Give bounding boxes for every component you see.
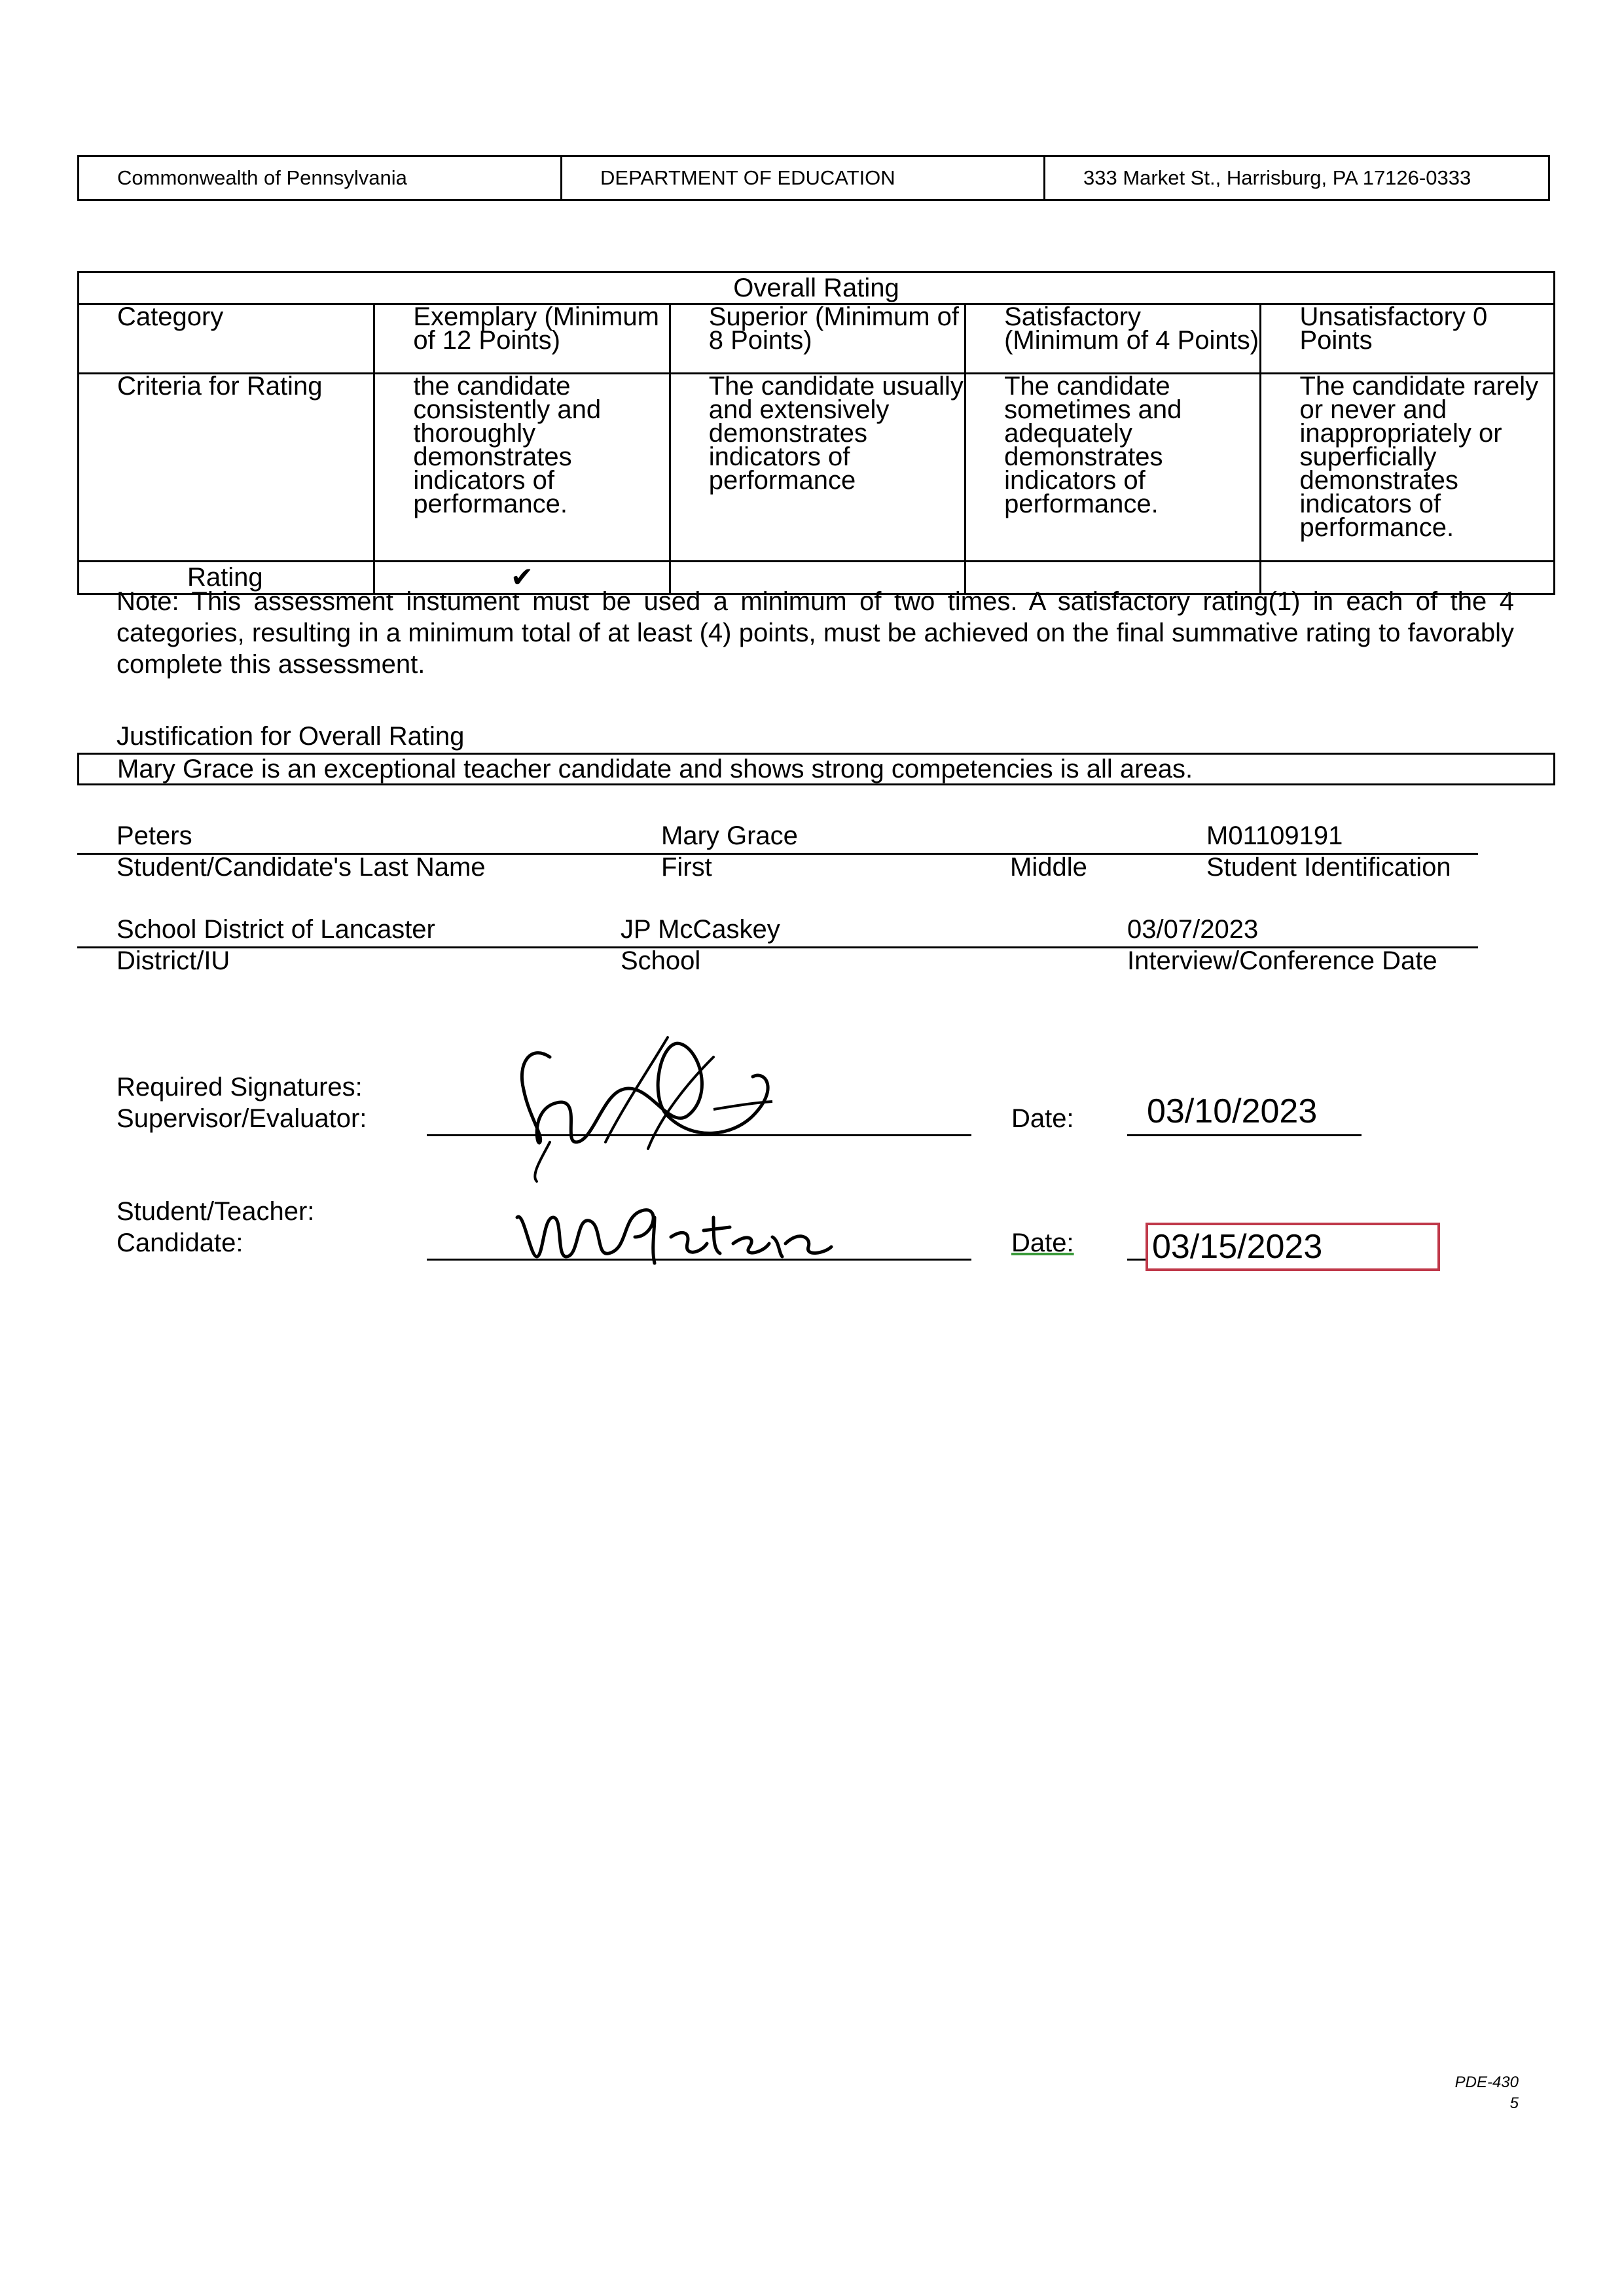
criteria-superior: The candidate usually and extensively demonstrates indicators of performance bbox=[670, 374, 965, 562]
student-teacher-label: Student/Teacher: bbox=[117, 1197, 315, 1226]
candidate-date-field[interactable]: 03/15/2023 bbox=[1146, 1223, 1440, 1271]
table-row bbox=[79, 374, 1555, 562]
col-heading-unsatisfactory: Unsatisfactory 0 Points bbox=[1261, 304, 1555, 374]
rating-check-exemplary[interactable]: ✔ bbox=[374, 562, 670, 594]
header-department: DEPARTMENT OF EDUCATION bbox=[562, 157, 1045, 199]
required-signatures-label: Required Signatures: bbox=[117, 1073, 363, 1102]
criteria-unsatisfactory: The candidate rarely or never and inappropriately or superficially demonstrates indicators of performance. bbox=[1261, 374, 1555, 562]
category-label: Category bbox=[79, 304, 374, 374]
conference-date-value[interactable]: 03/07/2023 bbox=[1127, 915, 1259, 944]
supervisor-signature[interactable] bbox=[452, 1018, 844, 1194]
supervisor-date-value[interactable]: 03/10/2023 bbox=[1147, 1092, 1318, 1130]
candidate-date-line bbox=[1127, 1259, 1147, 1261]
col-heading-superior: Superior (Minimum of 8 Points) bbox=[670, 304, 965, 374]
form-number: PDE-430 bbox=[1454, 2073, 1519, 2091]
assessment-note: Note: This assessment instument must be used a minimum of two times. A satisfactory rating(1) in each of the 4 categories, resulting in a minimum total of at least (4) points, must be achieved on the final summative rating to favorably complete this assessment. bbox=[117, 587, 1514, 679]
first-name-label: First bbox=[661, 853, 712, 882]
supervisor-date-line bbox=[1127, 1134, 1362, 1136]
table-row bbox=[79, 304, 1555, 374]
supervisor-date-label: Date: bbox=[1011, 1104, 1074, 1133]
overall-rating-table bbox=[77, 271, 1555, 595]
candidate-signature-line bbox=[427, 1259, 971, 1261]
school-value[interactable]: JP McCaskey bbox=[621, 915, 780, 944]
student-id-label: Student Identification bbox=[1206, 853, 1451, 882]
district-value[interactable]: School District of Lancaster bbox=[117, 915, 435, 944]
district-label: District/IU bbox=[117, 946, 230, 975]
header-box bbox=[77, 155, 1550, 201]
student-id-value[interactable]: M01109191 bbox=[1206, 821, 1343, 850]
criteria-exemplary: the candidate consistently and thoroughly demonstrates indicators of performance. bbox=[374, 374, 670, 562]
table-title: Overall Rating bbox=[79, 272, 1555, 304]
supervisor-label: Supervisor/Evaluator: bbox=[117, 1104, 367, 1133]
header-state: Commonwealth of Pennsylvania bbox=[79, 157, 562, 199]
rating-label: Rating bbox=[79, 562, 374, 594]
last-name-value[interactable]: Peters bbox=[117, 821, 192, 850]
candidate-signature[interactable] bbox=[504, 1191, 844, 1276]
col-heading-satisfactory: Satisfactory (Minimum of 4 Points) bbox=[965, 304, 1261, 374]
first-name-value[interactable]: Mary Grace bbox=[661, 821, 798, 850]
conference-date-label: Interview/Conference Date bbox=[1127, 946, 1437, 975]
last-name-label: Student/Candidate's Last Name bbox=[117, 853, 486, 882]
criteria-satisfactory: The candidate sometimes and adequately demonstrates indicators of performance. bbox=[965, 374, 1261, 562]
middle-name-label: Middle bbox=[1010, 853, 1087, 882]
candidate-label: Candidate: bbox=[117, 1229, 244, 1257]
candidate-date-label: Date: bbox=[1011, 1229, 1074, 1257]
justification-label: Justification for Overall Rating bbox=[117, 722, 465, 751]
page-number: 5 bbox=[1509, 2094, 1519, 2112]
col-heading-exemplary: Exemplary (Minimum of 12 Points) bbox=[374, 304, 670, 374]
supervisor-signature-line bbox=[427, 1134, 971, 1136]
justification-field[interactable]: Mary Grace is an exceptional teacher candidate and shows strong competencies is all areas. bbox=[77, 753, 1555, 785]
criteria-label: Criteria for Rating bbox=[79, 374, 374, 562]
school-label: School bbox=[621, 946, 701, 975]
header-address: 333 Market St., Harrisburg, PA 17126-0333 bbox=[1083, 166, 1471, 189]
